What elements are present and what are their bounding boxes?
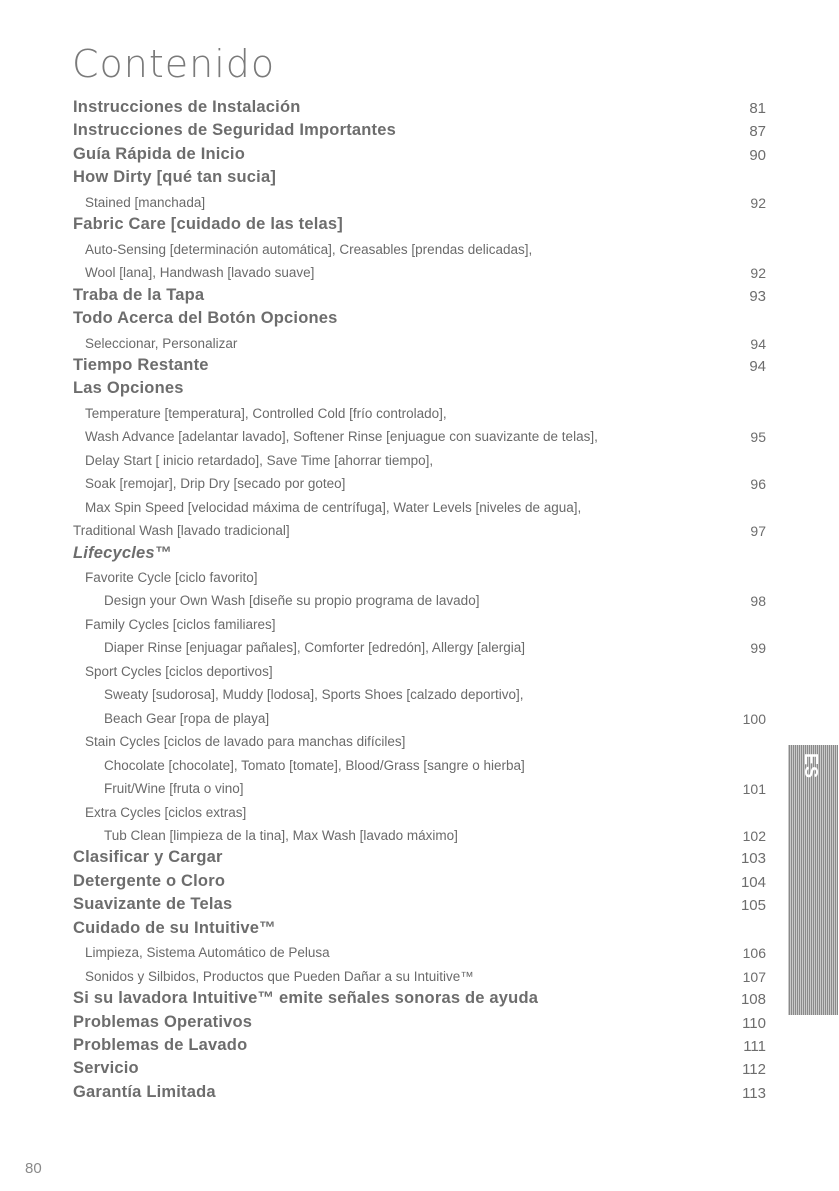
toc-entry-page: 113 [742,1084,766,1102]
toc-entry [0,192,839,216]
toc-entry [0,848,839,872]
toc-entry-page: 101 [742,781,766,798]
toc-entry [0,942,839,966]
toc-entry-page: 105 [740,897,766,915]
toc-entry-page: 97 [750,523,766,540]
toc-entry-title: Extra Cycles [ciclos extras] [85,804,247,820]
toc-entry [0,520,839,544]
toc-entry-title: Sport Cycles [ciclos deportivos] [85,663,273,679]
toc-entry [0,239,839,263]
toc-entry-title: Temperature [temperatura], Controlled Cold [frío controlado], [85,405,447,421]
toc-entry [0,473,839,497]
toc-entry-page: 102 [742,827,766,844]
toc-entry-title: Design your Own Wash [diseñe su propio programa de lavado] [104,593,480,609]
page-title: Contenido [72,42,276,86]
toc-entry [0,450,839,474]
toc-entry-title: Sweaty [sudorosa], Muddy [lodosa], Sports Shoes [calzado deportivo], [104,687,524,703]
toc-entry [0,1059,839,1083]
toc-entry [0,1083,839,1107]
toc-entry-title: Problemas de Lavado [73,1036,248,1054]
toc-entry-page: 99 [750,640,766,657]
page-number: 80 [25,1160,42,1177]
toc-entry [0,731,839,755]
toc-entry-page: 87 [749,123,766,141]
toc-entry-title: Todo Acerca del Botón Opciones [73,309,338,328]
toc-entry [0,1036,839,1060]
toc-entry-title: How Dirty [qué tan sucia] [73,168,277,187]
toc-entry [0,215,839,239]
toc-entry [0,825,839,849]
toc-entry [0,778,839,802]
toc-entry-title: Instrucciones de Instalación [73,98,301,116]
toc-entry-page: 103 [740,850,766,868]
toc-entry-title: Favorite Cycle [ciclo favorito] [85,570,258,585]
toc-entry-title: Detergente o Cloro [73,871,226,890]
toc-entry-title: Beach Gear [ropa de playa] [104,710,270,726]
toc-entry [0,379,839,403]
toc-entry-title: Si su lavadora Intuitive™ emite señales sonoras de ayuda [73,989,539,1008]
toc-entry-page: 94 [750,335,766,352]
toc-entry-title: Stain Cycles [ciclos de lavado para manchas difíciles] [85,734,406,750]
toc-entry-title: Servicio [73,1059,139,1078]
toc-entry-title: Lifecycles™ [73,543,172,562]
toc-entry-title: Auto-Sensing [determinación automática], Creasables [prendas delicadas], [85,241,533,257]
toc-entry-page: 98 [750,593,766,610]
toc-entry-page: 112 [742,1061,766,1079]
toc-entry-title: Las Opciones [73,379,184,398]
toc-entry [0,426,839,450]
toc-entry [0,121,839,145]
toc-entry-page: 81 [749,100,766,117]
toc-entry-title: Guía Rápida de Inicio [73,144,245,163]
toc-entry-title: Seleccionar, Personalizar [85,335,238,351]
toc-entry-title: Tub Clean [limpieza de la tina], Max Wash [lavado máximo] [104,827,458,843]
toc-entry [0,262,839,286]
toc-entry-title: Soak [remojar], Drip Dry [secado por goteo] [85,476,346,492]
toc-entry [0,755,839,779]
toc-entry-page: 110 [742,1014,766,1032]
toc-entry-title: Tiempo Restante [73,355,209,374]
toc-entry-page: 107 [742,968,766,985]
toc-entry [0,286,839,310]
toc-entry-title: Problemas Operativos [73,1012,253,1031]
toc-entry-page: 92 [750,194,766,211]
toc-entry [0,309,839,333]
toc-entry-title: Instrucciones de Seguridad Importantes [73,121,397,140]
toc-entry-title: Clasificar y Cargar [73,848,223,867]
toc-entry [0,567,839,591]
toc-entry-title: Chocolate [chocolate], Tomato [tomate], Blood/Grass [sangre o hierba] [104,757,525,773]
toc-entry [0,145,839,169]
toc-entry-title: Wool [lana], Handwash [lavado suave] [85,265,315,281]
toc-entry-title: Family Cycles [ciclos familiares] [85,616,276,632]
toc-entry-title: Wash Advance [adelantar lavado], Softener Rinse [enjuague con suavizante de telas], [85,429,598,445]
toc-entry [0,98,839,122]
toc-entry-page: 95 [750,429,766,446]
toc-entry-page: 108 [740,991,766,1009]
language-tab [788,745,838,1015]
toc-entry-title: Stained [manchada] [85,194,206,210]
toc-entry [0,708,839,732]
toc-entry [0,590,839,614]
toc-entry-page: 111 [743,1038,766,1055]
toc-entry [0,919,839,943]
toc-entry [0,614,839,638]
toc-entry [0,872,839,896]
toc-entry-title: Max Spin Speed [velocidad máxima de centrífuga], Water Levels [niveles de agua], [85,499,582,515]
language-tab-label: ES [801,753,821,780]
toc-entry-title: Garantía Limitada [73,1082,216,1101]
toc-entry-title: Suavizante de Telas [73,895,233,914]
toc-entry-title: Fabric Care [cuidado de las telas] [73,215,343,234]
toc-entry [0,684,839,708]
toc-entry-title: Sonidos y Silbidos, Productos que Pueden Dañar a su Intuitive™ [85,968,474,984]
toc-entry [0,802,839,826]
toc-entry [0,895,839,919]
toc-entry [0,661,839,685]
toc-entry [0,403,839,427]
toc-entry [0,1013,839,1037]
toc-entry-page: 94 [749,357,766,375]
toc-entry-page: 93 [749,287,766,305]
toc-entry-page: 100 [742,710,766,727]
toc-entry-title: Traditional Wash [lavado tradicional] [73,523,290,539]
toc-entry [0,333,839,357]
toc-entry [0,966,839,990]
toc-entry-page: 90 [749,146,766,164]
toc-entry-page: 106 [742,945,766,962]
toc-entry-title: Cuidado de su Intuitive™ [73,918,276,937]
toc-entry-title: Delay Start [ inicio retardado], Save Time [ahorrar tiempo], [85,452,434,468]
toc-entry [0,497,839,521]
toc-entry-page: 104 [740,873,766,891]
toc-entry [0,356,839,380]
toc-entry [0,544,839,568]
toc-entry [0,168,839,192]
toc-entry [0,989,839,1013]
toc-entry-title: Diaper Rinse [enjuagar pañales], Comforter [edredón], Allergy [alergia] [104,640,525,656]
toc-entry-title: Traba de la Tapa [73,285,205,304]
toc-entry-page: 92 [750,265,766,282]
toc-entry-page: 96 [750,476,766,493]
toc-entry-title: Fruit/Wine [fruta o vino] [104,781,244,797]
toc-entry [0,637,839,661]
toc-entry-title: Limpieza, Sistema Automático de Pelusa [85,945,330,961]
